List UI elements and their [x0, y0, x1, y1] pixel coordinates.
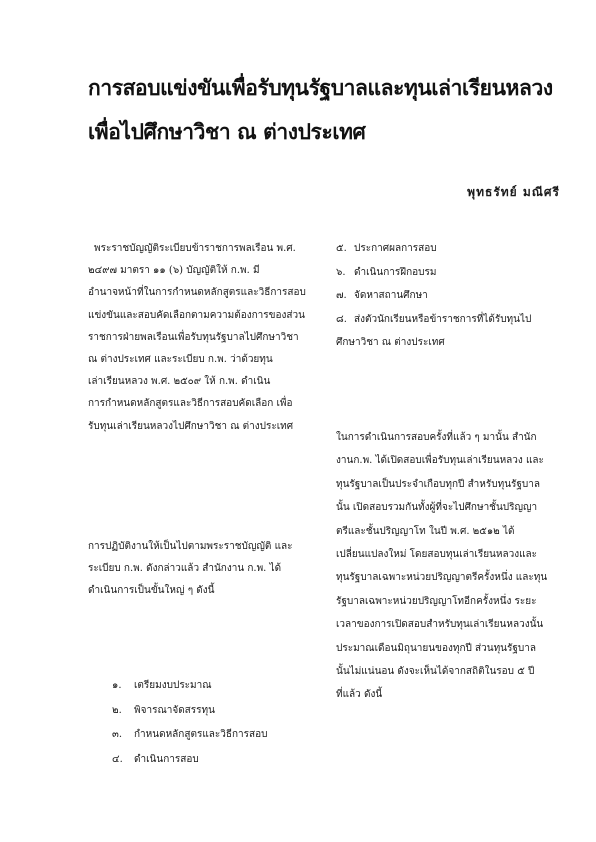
text-line: ประมาณเดือนมิถุนายนของทุกปี ส่วนทุนรัฐบาล: [336, 642, 536, 654]
list-number: ๔.: [112, 753, 123, 765]
text-line: ตรีและชั้นปริญญาโท ในปี พ.ศ. ๒๕๑๒ ได้: [336, 525, 515, 537]
text-line: ที่แล้ว ดังนี้: [336, 689, 383, 701]
text-line: นั้น เปิดสอบรวมกันทั้งผู้ที่จะไปศึกษาชั้นปริญญา: [336, 502, 538, 514]
list-text: กำหนดหลักสูตรและวิธีการสอบ: [134, 729, 268, 740]
list-item: [336, 308, 568, 332]
list-text: ส่งตัวนักเรียนหรือข้าราชการที่ได้รับทุนไป: [354, 313, 532, 325]
text-line: พระราชบัญญัติระเบียบข้าราชการพลเรือน พ.ศ.: [94, 243, 296, 254]
text-line: ทุนรัฐบาลเป็นประจำเกือบทุกปี สำหรับทุนรัฐบาล: [336, 478, 541, 490]
text-line: ๒๔๙๗ มาตรา ๑๑ (๖) บัญญัติให้ ก.พ. มี: [88, 265, 260, 277]
text-line: แข่งขันและสอบคัดเลือกตามความต้องการของส่วน: [88, 309, 305, 321]
list-text: จัดหาสถานศึกษา: [354, 290, 428, 301]
text-line: งานก.พ. ได้เปิดสอบเพื่อรับทุนเล่าเรียนหลวง และ: [336, 455, 544, 467]
list-number: ๗.: [336, 290, 347, 301]
list-text: พิจารณาจัดสรรทุน: [134, 704, 215, 716]
text-line: ดำเนินการเป็นขั้นใหญ่ ๆ ดังนี้: [88, 585, 215, 597]
list-text: ประกาศผลการสอบ: [354, 243, 437, 254]
text-line: นั้นไม่แน่นอน ดังจะเห็นได้จากสถิติในรอบ ๕ ปี: [336, 666, 535, 678]
text-line: ณ ต่างประเทศ และระเบียบ ก.พ. ว่าด้วยทุน: [88, 354, 273, 366]
text-line: รัฐบาลเฉพาะหน่วยปริญญาโทอีกครั้งหนึ่ง ระยะ: [336, 595, 537, 607]
list-number: ๖.: [336, 266, 346, 278]
right-paragraph: [336, 426, 568, 707]
list-item: [336, 284, 568, 308]
list-number: ๘.: [336, 313, 347, 325]
text-line: ระเบียบ ก.พ. ดังกล่าวแล้ว สำนักงาน ก.พ. ได้: [88, 563, 282, 575]
text-line: เปลี่ยนแปลงใหม่ โดยสอบทุนเล่าเรียนหลวงและ: [336, 549, 538, 561]
text-line: เวลาของการเปิดสอบสำหรับทุนเล่าเรียนหลวงนั้น: [336, 619, 544, 631]
author-name: พุทธรัทย์ มณีศรี: [467, 185, 560, 199]
list-item: [88, 674, 316, 699]
list-text: ดำเนินการฝึกอบรม: [354, 266, 437, 278]
list-text: ดำเนินการสอบ: [134, 753, 199, 765]
text-line: รับทุนเล่าเรียนหลวงไปศึกษาวิชา ณ ต่างประเทศ: [88, 420, 294, 432]
title-line-1: การสอบแข่งขันเพื่อรับทุนรัฐบาลและทุนเล่าเรียนหลวง: [88, 76, 553, 100]
list-number: ๕.: [336, 243, 347, 254]
text-line: อำนาจหน้าที่ในการกำหนดหลักสูตรและวิธีการสอบ: [88, 287, 306, 299]
list-item-continuation: ศึกษาวิชา ณ ต่างประเทศ: [336, 337, 445, 348]
text-line: การกำหนดหลักสูตรและวิธีการสอบคัดเลือก เพื่อ: [88, 398, 293, 410]
list-item: [336, 261, 568, 285]
list-text: เตรียมงบประมาณ: [134, 680, 212, 691]
list-item: [336, 237, 568, 261]
steps-list-left: [88, 674, 316, 772]
list-number: ๓.: [112, 729, 123, 740]
text-line: ทุนรัฐบาลเฉพาะหน่วยปริญญาตรีครั้งหนึ่ง และทุน: [336, 572, 548, 584]
title-line-2: เพื่อไปศึกษาวิชา ณ ต่างประเทศ: [88, 120, 366, 144]
list-number: ๒.: [112, 704, 122, 716]
list-number: ๑.: [112, 680, 122, 691]
text-line: การปฏิบัติงานให้เป็นไปตามพระราชบัญญัติ และ: [88, 541, 293, 552]
steps-list-right: [336, 237, 568, 355]
list-item: [88, 723, 316, 748]
list-item: [88, 748, 316, 773]
left-paragraph-1: [88, 238, 316, 438]
list-item: [88, 699, 316, 724]
text-line: ราชการฝ่ายพลเรือนเพื่อรับทุนรัฐบาลไปศึกษาวิชา: [88, 331, 299, 343]
text-line: เล่าเรียนหลวง พ.ศ. ๒๕๐๙ ให้ ก.พ. ดำเนิน: [88, 376, 271, 388]
text-line: ในการดำเนินการสอบครั้งที่แล้ว ๆ มานั้น สำนัก: [336, 432, 537, 443]
article-title: [88, 66, 588, 154]
left-paragraph-2: [88, 536, 316, 603]
